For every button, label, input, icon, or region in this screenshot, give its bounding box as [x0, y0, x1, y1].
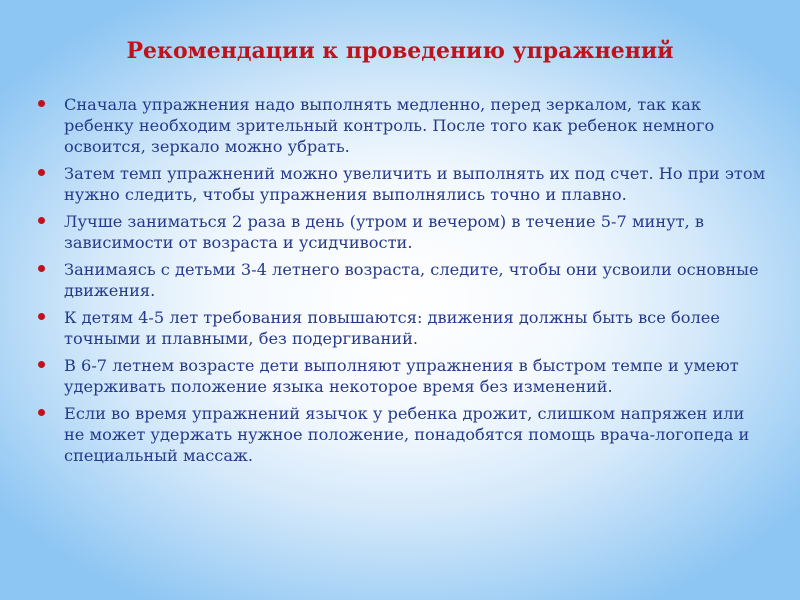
bullet-icon: [38, 217, 45, 224]
list-item: [36, 307, 768, 349]
bullet-icon: [38, 169, 45, 176]
list-item-text: Лучше заниматься 2 раза в день (утром и вечером) в течение 5-7 минут, в зависимости от возраста и усидчивости.: [64, 212, 704, 252]
list-item: [36, 163, 768, 205]
list-item: [36, 94, 768, 157]
bullet-icon: [38, 409, 45, 416]
recommendations-list: [36, 94, 768, 472]
list-item: [36, 355, 768, 397]
list-item-text: В 6-7 летнем возрасте дети выполняют упражнения в быстром темпе и умеют удерживать положение языка некоторое время без изменений.: [64, 356, 739, 396]
bullet-icon: [38, 265, 45, 272]
list-item-text: Сначала упражнения надо выполнять медленно, перед зеркалом, так как ребенку необходим зрительный контроль. После того как ребенок немного освоится, зеркало можно убрать.: [64, 95, 715, 156]
bullet-icon: [38, 100, 45, 107]
list-item: [36, 211, 768, 253]
slide-title: Рекомендации к проведению упражнений: [126, 38, 674, 64]
list-item: [36, 259, 768, 301]
list-item-text: Затем темп упражнений можно увеличить и выполнять их под счет. Но при этом нужно следить, чтобы упражнения выполнялись точно и плавно.: [64, 164, 766, 204]
list-item-text: К детям 4-5 лет требования повышаются: движения должны быть все более точными и плавными, без подергиваний.: [64, 308, 720, 348]
bullet-icon: [38, 361, 45, 368]
list-item: [36, 403, 768, 466]
list-item-text: Если во время упражнений язычок у ребенка дрожит, слишком напряжен или не может удержать нужное положение, понадобятся помощь врача-логопеда и специальный массаж.: [64, 404, 750, 465]
list-item-text: Занимаясь с детьми 3-4 летнего возраста, следите, чтобы они усвоили основные движения.: [64, 260, 759, 300]
bullet-icon: [38, 313, 45, 320]
